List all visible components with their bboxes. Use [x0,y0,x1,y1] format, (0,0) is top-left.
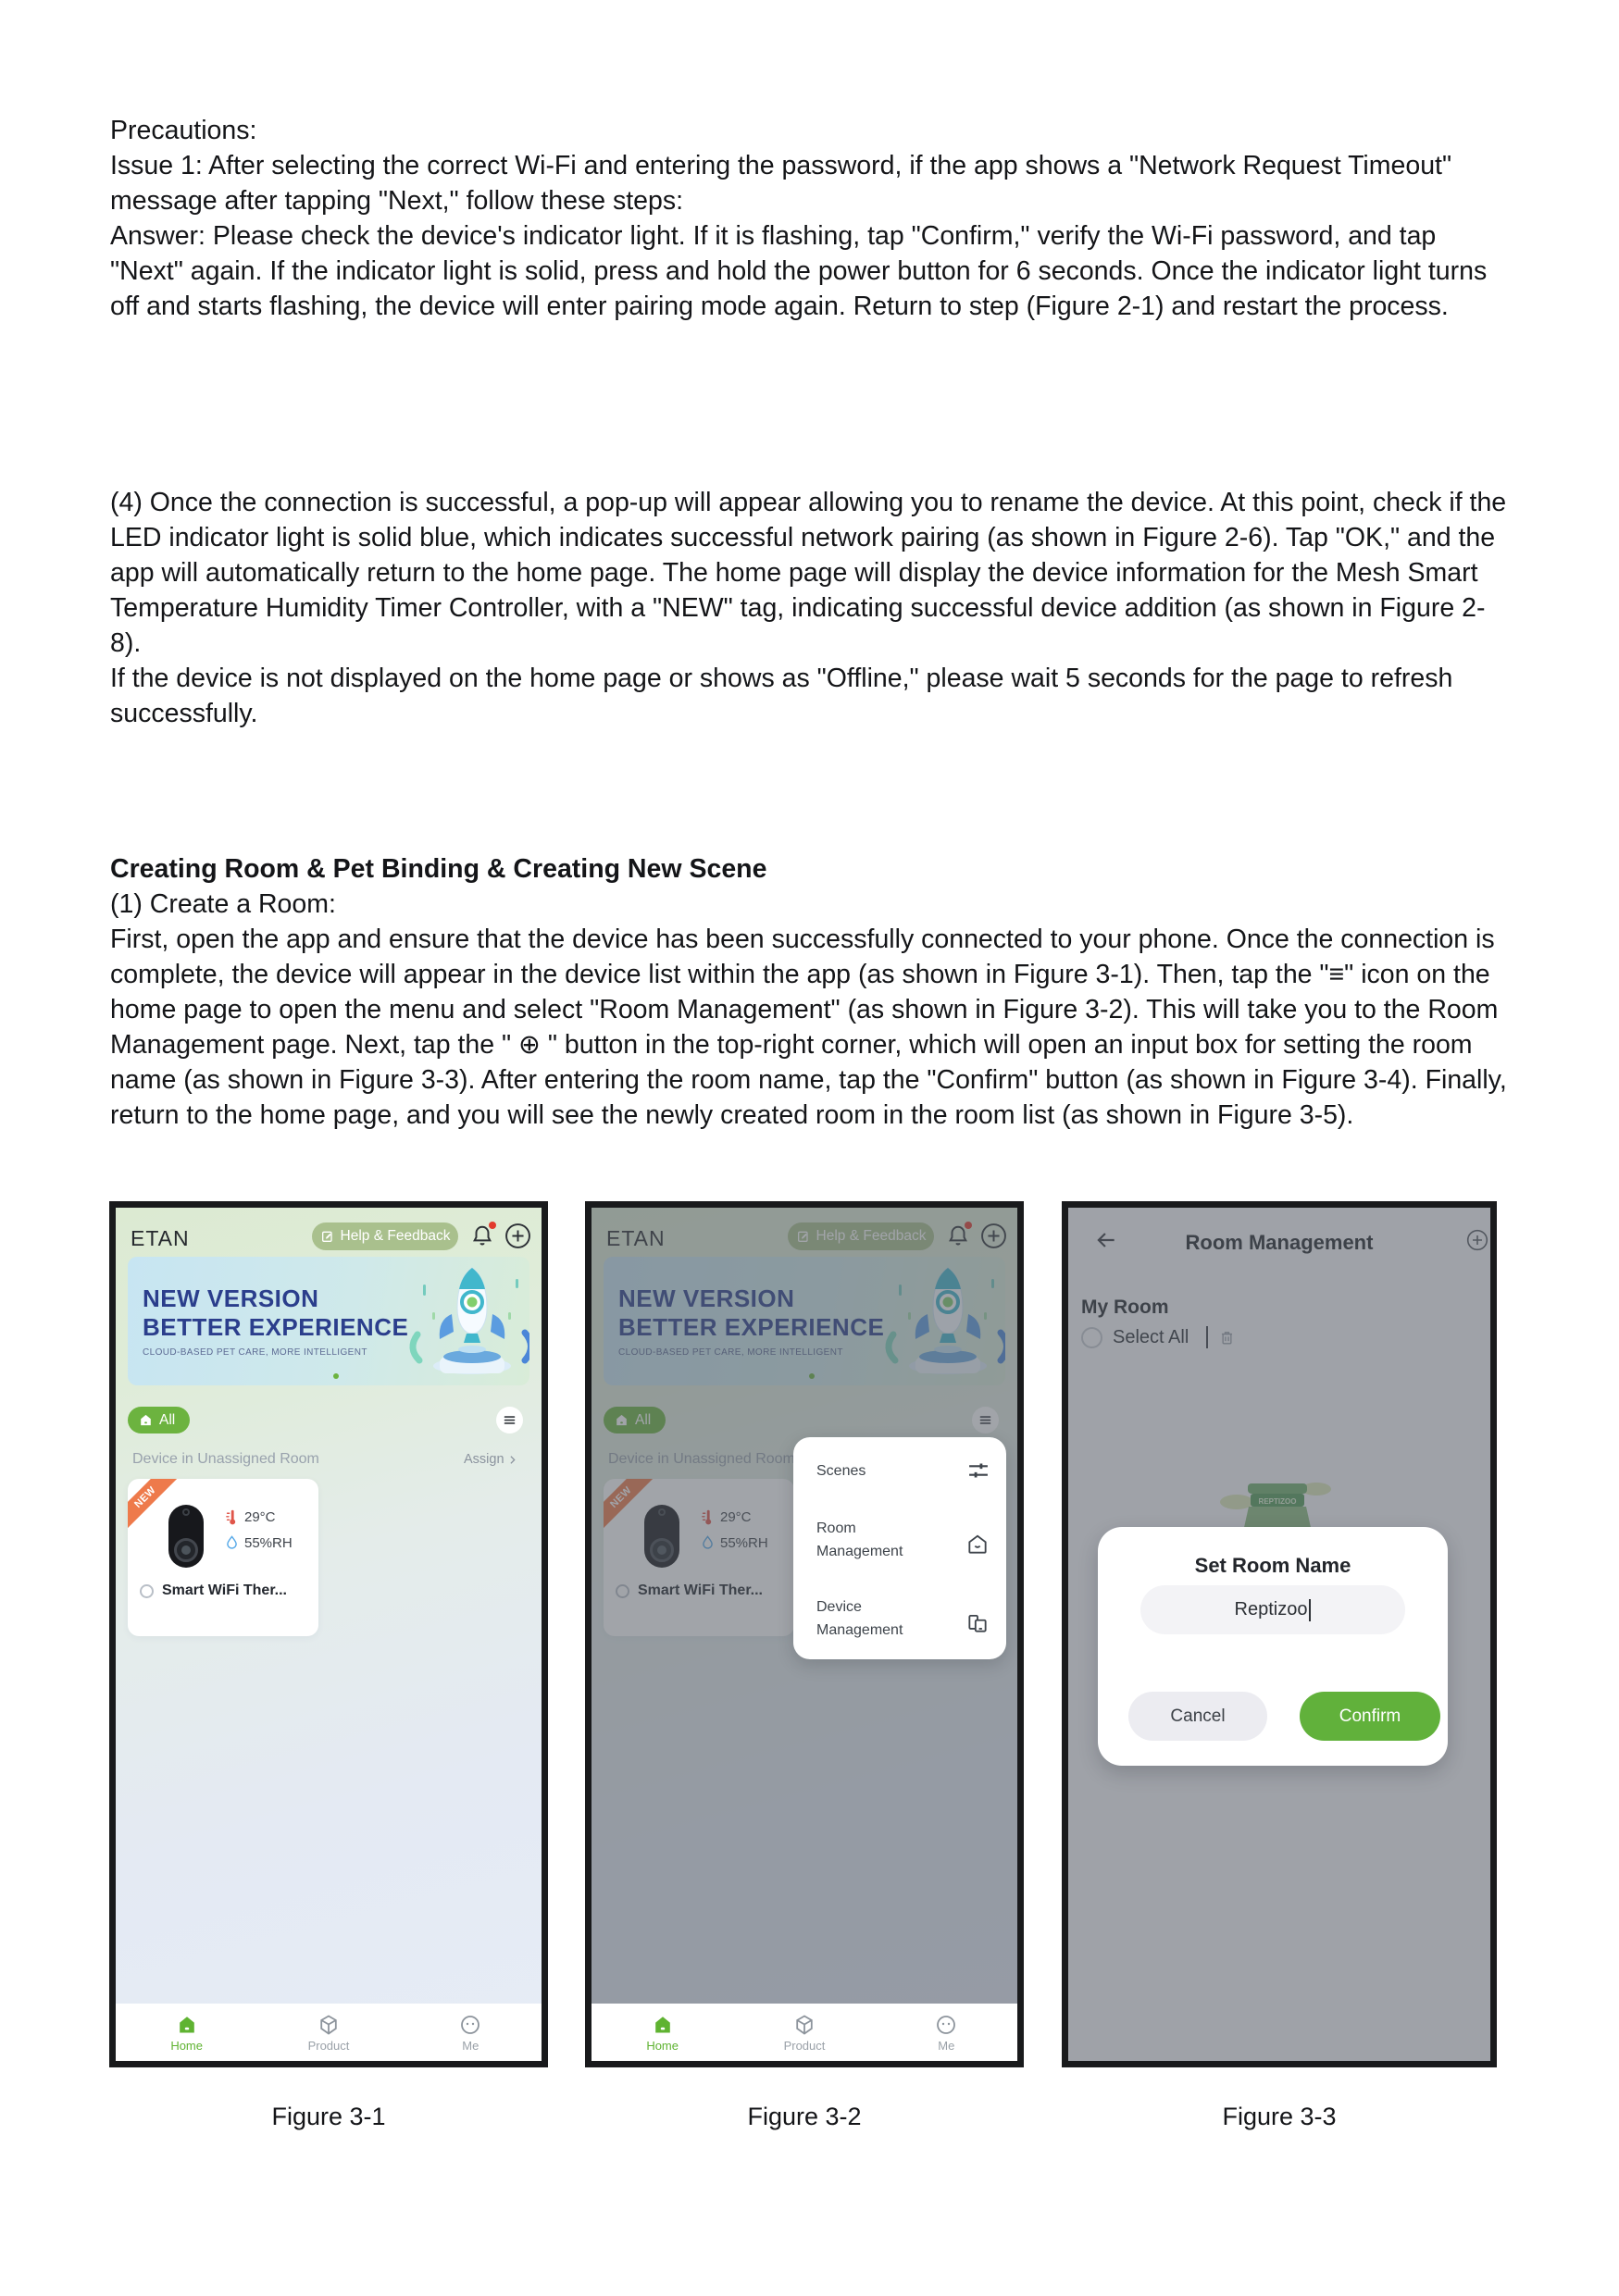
nav-me-label: Me [462,2039,479,2053]
menu-item-device-management[interactable]: Device Management [816,1599,903,1638]
app-home-screen-dimmed [592,1208,1017,2061]
notification-badge [489,1222,496,1229]
banner-line2: BETTER EXPERIENCE [143,1313,409,1341]
device-select-radio[interactable] [140,1584,154,1598]
device-humidity [224,1534,293,1552]
unassigned-room-label: Device in Unassigned Room [132,1451,319,1467]
thermometer-icon [224,1508,240,1526]
rocket-illustration [384,1259,529,1385]
banner-subtitle: CLOUD-BASED PET CARE, MORE INTELLIGENT [143,1347,367,1358]
new-device-tag: NEW [128,1479,182,1534]
help-feedback-label: Help & Feedback [340,1228,451,1244]
room-name-value: Reptizoo [1234,1599,1308,1620]
figure-3-1-caption: Figure 3-1 [271,2103,386,2130]
help-feedback-button[interactable] [312,1222,458,1250]
device-card[interactable] [128,1479,318,1636]
assign-link[interactable] [464,1452,518,1467]
app-home-screen [116,1208,542,2061]
bottom-navigation [116,2004,542,2061]
sliders-icon [965,1458,991,1483]
nav-product[interactable] [733,2004,875,2061]
section-body: First, open the app and ensure that the device has been successfully connected to your phone. Once the connection is complete, the device will appear in the device list within the app (as shown in Figure 3-1). Then, tap the "≡" icon on the home page to open the menu and select "Room Management" (as shown in Figure 3-2). This will take you to the Room Management page. Next, tap the " ⊕ " button in the top-right corner, which will open an input box for setting the room name (as shown in Figure 3-3). After entering the room name, tap the "Confirm" button (as shown in Figure 3-4). Finally, return to the home page, and you will see the newly created room in the room list (as shown in Figure 3-5). [110,925,1507,1130]
precautions-paragraph [110,113,1513,324]
devices-icon [965,1611,991,1637]
section-heading: Creating Room & Pet Binding & Creating New Scene [110,854,767,884]
figure-3-1-screenshot [109,1201,548,2067]
room-management-screen [1068,1208,1490,2061]
add-device-button[interactable] [504,1222,531,1249]
nav-home[interactable] [116,2004,257,2061]
hamburger-menu-button[interactable] [496,1407,523,1433]
nav-product[interactable] [257,2004,399,2061]
device-name: Smart WiFi Ther... [162,1582,287,1598]
figure-3-2-caption: Figure 3-2 [747,2103,862,2130]
house-icon [965,1533,991,1558]
device-image [168,1505,204,1568]
nav-me-label: Me [938,2039,955,2053]
edit-icon [320,1229,335,1244]
filter-all-button[interactable] [128,1407,190,1433]
nav-home-label: Home [646,2039,679,2053]
notification-bell-icon[interactable] [470,1223,495,1249]
menu-item-scenes[interactable]: Scenes [816,1463,866,1479]
figure-3-2-screenshot [585,1201,1024,2067]
precautions-issue: Issue 1: After selecting the correct Wi-Fi and entering the password, if the app shows a "Network Request Timeout" message after tapping "Next," follow these steps: [110,151,1452,216]
step4-note: If the device is not displayed on the home page or shows as "Offline," please wait 5 seconds for the page to refresh successfully. [110,664,1453,728]
step4-text: (4) Once the connection is successful, a pop-up will appear allowing you to rename the device. At this point, check if the LED indicator light is solid blue, which indicates successful network pairing (as shown in Figure 2-6). Tap "OK," and the app will automatically return to the home page. The home page will display the device information for the Mesh Smart Temperature Humidity Timer Controller, with a "NEW" tag, indicating successful device addition (as shown in Figure 2-8). [110,488,1507,658]
home-icon [139,1413,153,1427]
nav-me[interactable] [400,2004,542,2061]
banner-line1: NEW VERSION [143,1285,319,1312]
carousel-indicator-dot [333,1373,339,1379]
nav-home[interactable] [592,2004,733,2061]
promo-banner[interactable] [128,1257,529,1385]
figure-3-3-screenshot [1062,1201,1497,2067]
filter-all-label: All [159,1411,176,1428]
figure-3-3-caption: Figure 3-3 [1222,2103,1337,2130]
nav-product-label: Product [307,2039,350,2053]
nav-product-label: Product [783,2039,826,2053]
section-subheading: (1) Create a Room: [110,889,336,919]
room-name-input[interactable] [1140,1585,1405,1634]
droplet-icon [224,1534,240,1552]
create-room-section [110,851,1513,1133]
temperature-value: 29°C [244,1509,276,1525]
device-temperature [224,1508,276,1526]
step4-paragraph [110,485,1513,731]
set-room-name-dialog [1098,1527,1448,1766]
cancel-button[interactable]: Cancel [1128,1692,1267,1741]
precautions-answer: Answer: Please check the device's indicator light. If it is flashing, tap "Confirm," verify the Wi-Fi password, and tap "Next" again. If the indicator light is solid, press and hold the power button for 6 seconds. Once the indicator light turns off and starts flashing, the device will enter pairing mode again. Return to step (Figure 2-1) and restart the process. [110,221,1488,321]
confirm-button[interactable]: Confirm [1300,1692,1440,1741]
nav-home-label: Home [170,2039,203,2053]
humidity-value: 55%RH [244,1535,293,1551]
home-dropdown-menu [793,1437,1006,1659]
precautions-title: Precautions: [110,116,257,145]
app-title: ETAN [131,1226,190,1250]
nav-me[interactable] [876,2004,1017,2061]
dialog-title: Set Room Name [1194,1554,1351,1577]
bottom-navigation [592,2004,1017,2061]
menu-item-room-management[interactable]: Room Management [816,1520,903,1559]
text-cursor [1309,1599,1311,1621]
assign-label: Assign [464,1452,504,1467]
